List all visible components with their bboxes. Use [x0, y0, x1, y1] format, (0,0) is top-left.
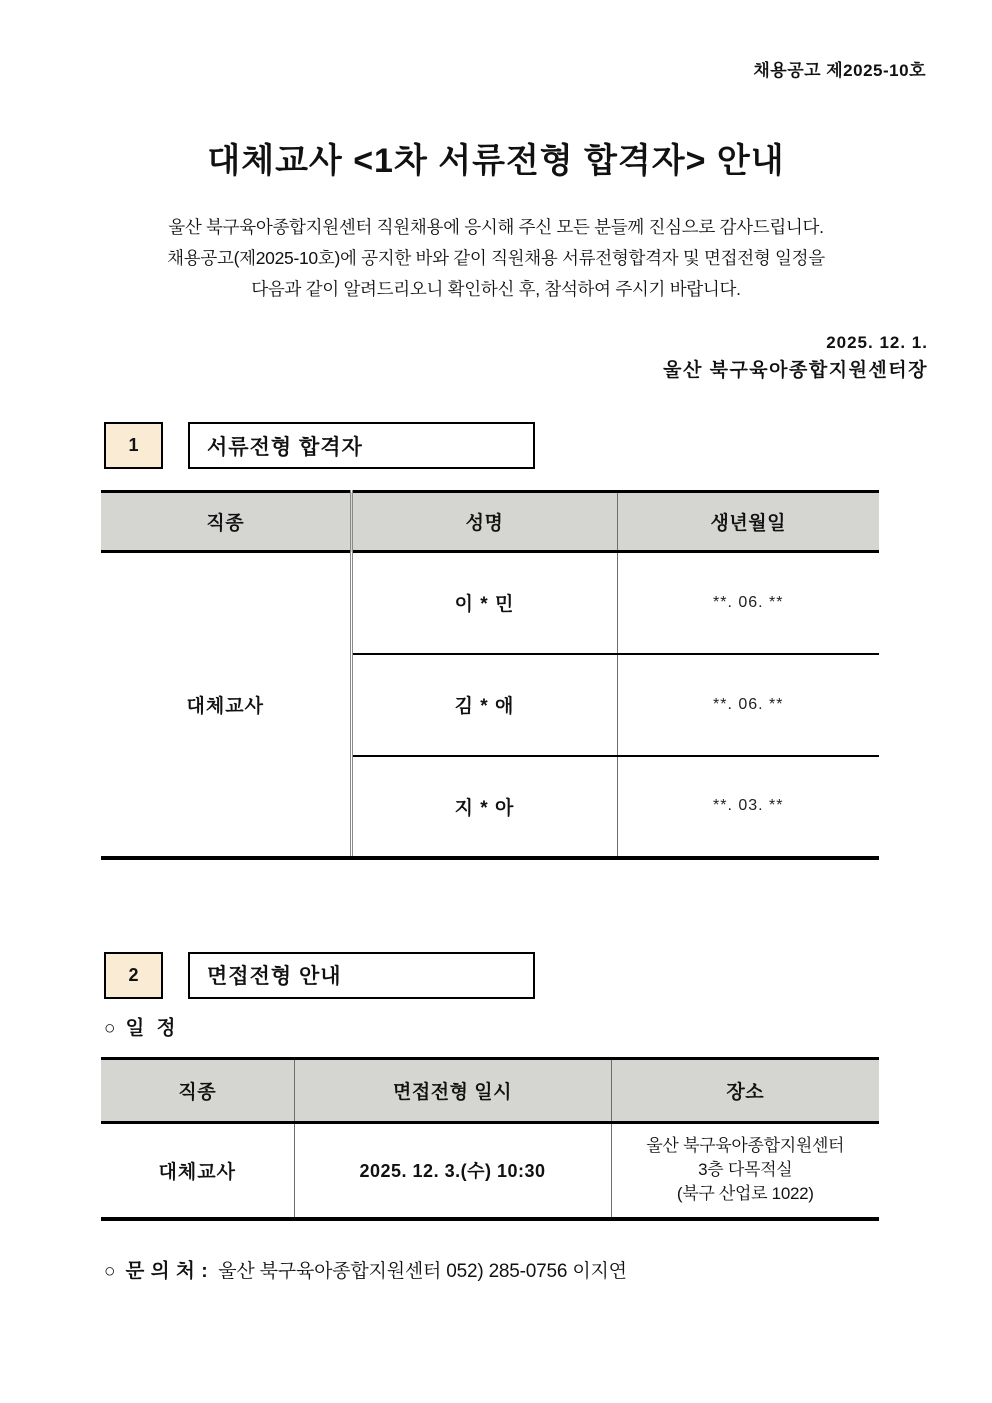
place-line: 울산 북구육아종합지원센터: [646, 1136, 845, 1156]
schedule-label-line: [104, 1012, 992, 1040]
intro-line: 울산 북구육아종합지원센터 직원채용에 응시해 주신 모든 분들께 진심으로 감사드립니다.: [168, 217, 824, 237]
section1-header: [104, 422, 992, 469]
name-cell: 김 * 애: [351, 654, 617, 756]
table-row: [101, 552, 879, 654]
datetime-cell: 2025. 12. 3.(수) 10:30: [294, 1122, 611, 1219]
birth-cell: **. 03. **: [713, 797, 784, 814]
signature-block: [0, 329, 992, 385]
contact-info: 울산 북구육아종합지원센터 052) 285-0756 이지연: [218, 1261, 627, 1282]
intro-line: 다음과 같이 알려드리오니 확인하신 후, 참석하여 주시기 바랍니다.: [251, 279, 741, 299]
doc-number: 채용공고 제2025-10호: [753, 61, 926, 80]
contact-line: [104, 1255, 992, 1283]
column-header-datetime: 면접전형 일시: [294, 1058, 611, 1122]
job-cell: 대체교사: [101, 1122, 294, 1219]
place-line: (북구 산업로 1022): [676, 1184, 814, 1204]
birth-cell: **. 06. **: [617, 654, 879, 756]
schedule-label: 일 정: [125, 1016, 176, 1039]
name-cell: 이 * 민: [351, 552, 617, 654]
circle-bullet-icon: ○: [104, 1261, 116, 1282]
interview-table-header-row: [101, 1058, 879, 1122]
job-cell: 대체교사: [101, 552, 351, 858]
column-header-birth: 생년월일: [617, 492, 879, 552]
column-header-name: 성명: [351, 492, 617, 552]
section2-header: [104, 952, 992, 999]
name-cell: 지 * 아: [351, 756, 617, 858]
intro-line: 채용공고(제2025-10호)에 공지한 바와 같이 직원채용 서류전형합격자 및 면접전형 일정을: [167, 248, 825, 268]
interview-table: [101, 1057, 879, 1222]
place-cell: [611, 1122, 879, 1219]
section1-number-badge: 1: [104, 422, 163, 469]
notice-date: 2025. 12. 1.: [826, 333, 928, 352]
column-header-job: 직종: [101, 1058, 294, 1122]
page-title: 대체교사 <1차 서류전형 합격자> 안내: [207, 142, 785, 180]
passers-table: [101, 490, 879, 860]
section1-title-box: 서류전형 합격자: [188, 422, 535, 469]
place-line: 3층 다목적실: [698, 1160, 793, 1180]
signer-title: 울산 북구육아종합지원센터장: [663, 360, 928, 381]
section2-title-box: 면접전형 안내: [188, 952, 535, 999]
column-header-place: 장소: [611, 1058, 879, 1122]
birth-cell: **. 06. **: [617, 552, 879, 654]
contact-label: 문 의 처 :: [125, 1260, 209, 1282]
intro-paragraph: [0, 212, 992, 305]
passers-table-header-row: [101, 492, 879, 552]
section2-number-badge: 2: [104, 952, 163, 999]
column-header-job: 직종: [101, 492, 351, 552]
circle-bullet-icon: ○: [104, 1017, 116, 1039]
table-row: [101, 1122, 879, 1219]
